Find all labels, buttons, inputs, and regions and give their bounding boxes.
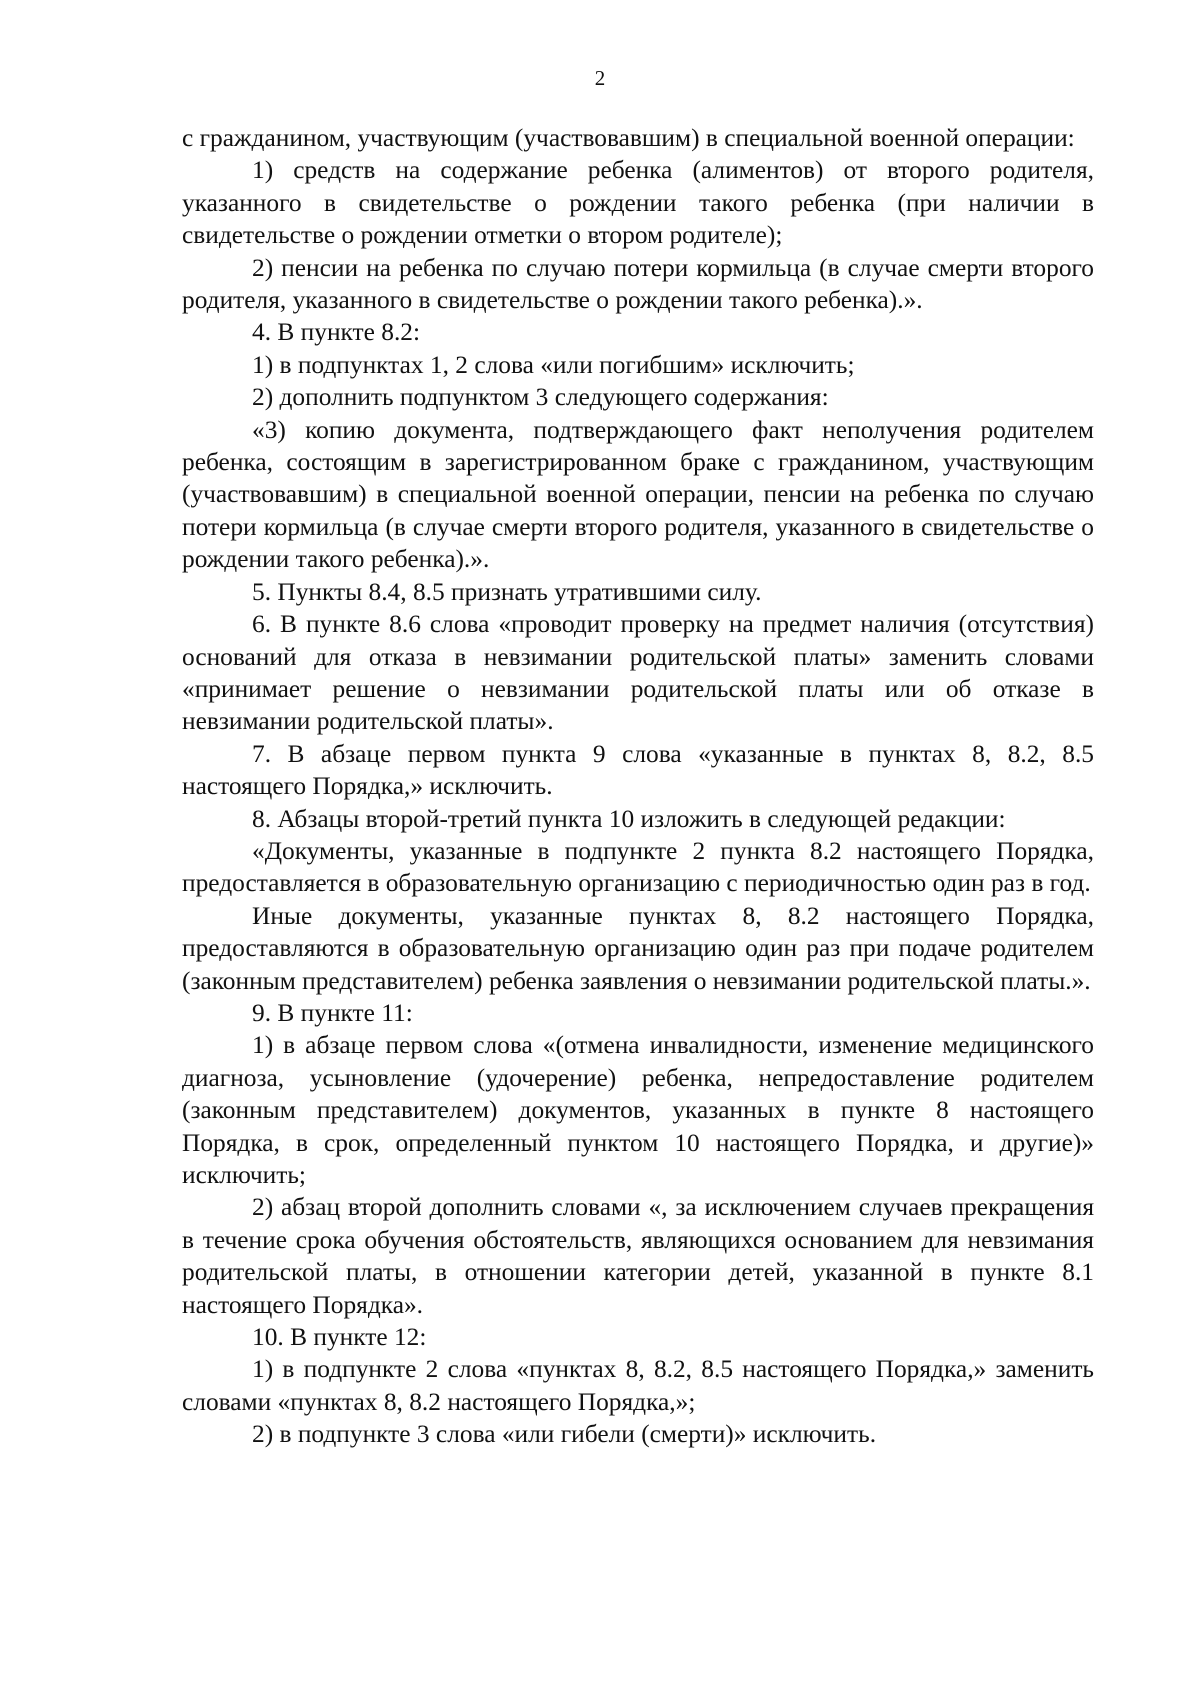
paragraph: 1) в подпунктах 1, 2 слова «или погибшим» исключить; bbox=[252, 350, 855, 379]
paragraph: «3) копию документа, подтверждающего факт неполучения родителем ребенка, состоящим в зарегистрированном браке с гражданином, участвующим (участвовавшим) в специальной военной операции, пенсии на ребенка по случаю потери кормильца (в случае смерти второго родителя, указанного в свидетельстве о рождении такого ребенка).». bbox=[182, 415, 1094, 574]
paragraph: 1) в абзаце первом слова «(отмена инвалидности, изменение медицинского диагноза, усыновление (удочерение) ребенка, непредоставление родителем (законным представителем) документов, указанных в пункте 8 настоящего Порядка, в срок, определенный пунктом 10 настоящего Порядка, и другие)» исключить; bbox=[182, 1031, 1094, 1189]
paragraph: 4. В пункте 8.2: bbox=[252, 318, 421, 347]
paragraph: 2) абзац второй дополнить словами «, за исключением случаев прекращения в течение срока обучения обстоятельств, являющихся основанием для невзимания родительской платы, в отношении категории детей, указанной в пункте 8.1 настоящего Порядка». bbox=[182, 1193, 1094, 1319]
paragraph: 2) дополнить подпунктом 3 следующего содержания: bbox=[252, 383, 829, 412]
paragraph-continuation: с гражданином, участвующим (участвовавшим) в специальной военной операции: bbox=[182, 124, 1075, 152]
paragraph: 10. В пункте 12: bbox=[252, 1323, 427, 1352]
paragraph: Иные документы, указанные пунктах 8, 8.2 настоящего Порядка, предоставляются в образовательную организацию один раз при подаче родителем (законным представителем) ребенка заявления о невзимании родительской платы.». bbox=[182, 901, 1094, 995]
paragraph: 1) в подпункте 2 слова «пунктах 8, 8.2, 8.5 настоящего Порядка,» заменить словами «пунктах 8, 8.2 настоящего Порядка,»; bbox=[182, 1355, 1094, 1416]
paragraph: 1) средств на содержание ребенка (алиментов) от второго родителя, указанного в свидетельстве о рождении такого ребенка (при наличии в свидетельстве о рождении отметки о втором родителе); bbox=[182, 156, 1094, 250]
document-body bbox=[182, 122, 1094, 1451]
paragraph: 2) в подпункте 3 слова «или гибели (смерти)» исключить. bbox=[252, 1420, 877, 1449]
paragraph: 5. Пункты 8.4, 8.5 признать утратившими силу. bbox=[252, 577, 762, 606]
page-number: 2 bbox=[594, 66, 606, 90]
paragraph: 2) пенсии на ребенка по случаю потери кормильца (в случае смерти второго родителя, указанного в свидетельстве о рождении такого ребенка).». bbox=[182, 253, 1094, 315]
paragraph: 7. В абзаце первом пункта 9 слова «указанные в пунктах 8, 8.2, 8.5 настоящего Порядка,» исключить. bbox=[182, 739, 1094, 801]
paragraph: «Документы, указанные в подпункте 2 пункта 8.2 настоящего Порядка, предоставляется в образовательную организацию с периодичностью один раз в год. bbox=[182, 836, 1094, 898]
paragraph: 8. Абзацы второй-третий пункта 10 изложить в следующей редакции: bbox=[252, 804, 1006, 833]
paragraph: 6. В пункте 8.6 слова «проводит проверку на предмет наличия (отсутствия) оснований для отказа в невзимании родительской платы» заменить словами «принимает решение о невзимании родительской платы или об отказе в невзимании родительской платы». bbox=[182, 610, 1094, 736]
paragraph: 9. В пункте 11: bbox=[252, 998, 413, 1027]
